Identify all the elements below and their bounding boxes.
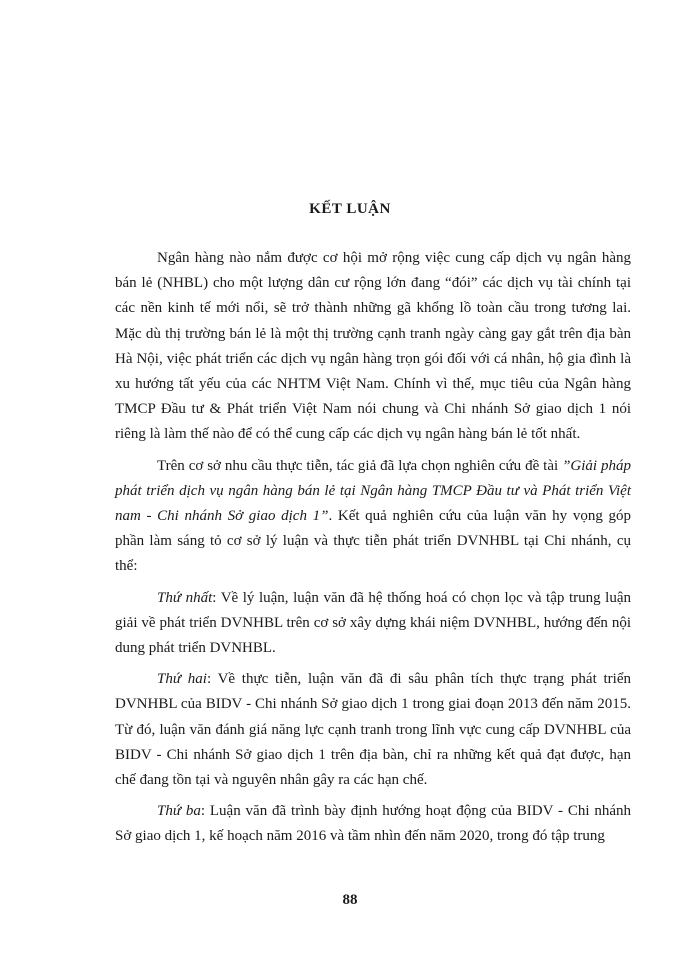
paragraph-second [115,667,631,793]
page-number: 88 [342,892,358,908]
paragraph-third [115,799,631,849]
paragraph-topic [115,454,631,580]
page-title: KẾT LUẬN [309,201,391,217]
paragraph-text: Ngân hàng nào nắm được cơ hội mở rộng việc cung cấp dịch vụ ngân hàng bán lẻ (NHBL) cho một lượng dân cư rộng lớn đang “đói” các dịch vụ tài chính tại các nền kinh tế mới nổi, sẽ trở thành những gã khổng lồ toàn cầu trong tương lai. Mặc dù thị trường bán lẻ là một thị trường cạnh tranh ngày càng gay gắt trên địa bàn Hà Nội, việc phát triển các dịch vụ ngân hàng trọn gói đối với cá nhân, hộ gia đình là xu hướng tất yếu của các NHTM Việt Nam. Chính vì thế, mục tiêu của Ngân hàng TMCP Đầu tư & Phát triển Việt Nam nói chung và Chi nhánh Sở giao dịch 1 nói riêng là làm thế nào để có thể cung cấp các dịch vụ ngân hàng bán lẻ tốt nhất. [115,250,631,443]
paragraph-text: Trên cơ sở nhu cầu thực tiễn, tác giả đã lựa chọn nghiên cứu đề tài [157,457,563,474]
paragraph-lead: Thứ hai [157,671,207,688]
paragraph-lead: Thứ nhất [157,589,213,606]
paragraph-text: . Kết quả nghiên cứu của luận văn hy vọng góp phần làm sáng tỏ cơ sở lý luận và thực tiễn phát triển DVNHBL tại Chi nhánh, cụ thể: [115,508,632,575]
paragraph-intro [115,246,631,448]
thesis-topic-title: ”Giải pháp phát triển dịch vụ ngân hàng bán lẻ tại Ngân hàng TMCP Đầu tư và Phát triển Việt nam - Chi nhánh Sở giao dịch 1” [115,457,631,525]
paragraph-text: : Về thực tiễn, luận văn đã đi sâu phân tích thực trạng phát triển DVNHBL của BIDV - Chi nhánh Sở giao dịch 1 trong giai đoạn 2013 đến năm 2015. Từ đó, luận văn đánh giá năng lực cạnh tranh trong lĩnh vực cung cấp DVNHBL của BIDV - Chi nhánh Sở giao dịch 1 trên địa bàn, chỉ ra những kết quả đạt được, hạn chế đang tồn tại và nguyên nhân gây ra các hạn chế. [115,671,631,789]
paragraph-text: : Luận văn đã trình bày định hướng hoạt động của BIDV - Chi nhánh Sở giao dịch 1, kế hoạch năm 2016 và tầm nhìn đến năm 2020, trong đó tập trung [115,803,631,845]
paragraph-lead: Thứ ba [157,803,201,820]
document-body [115,246,631,856]
paragraph-first [115,586,631,662]
paragraph-text: : Về lý luận, luận văn đã hệ thống hoá có chọn lọc và tập trung luận giải về phát triển DVNHBL trên cơ sở xây dựng khái niệm DVNHBL, hướng đến nội dung phát triển DVNHBL. [115,589,631,657]
